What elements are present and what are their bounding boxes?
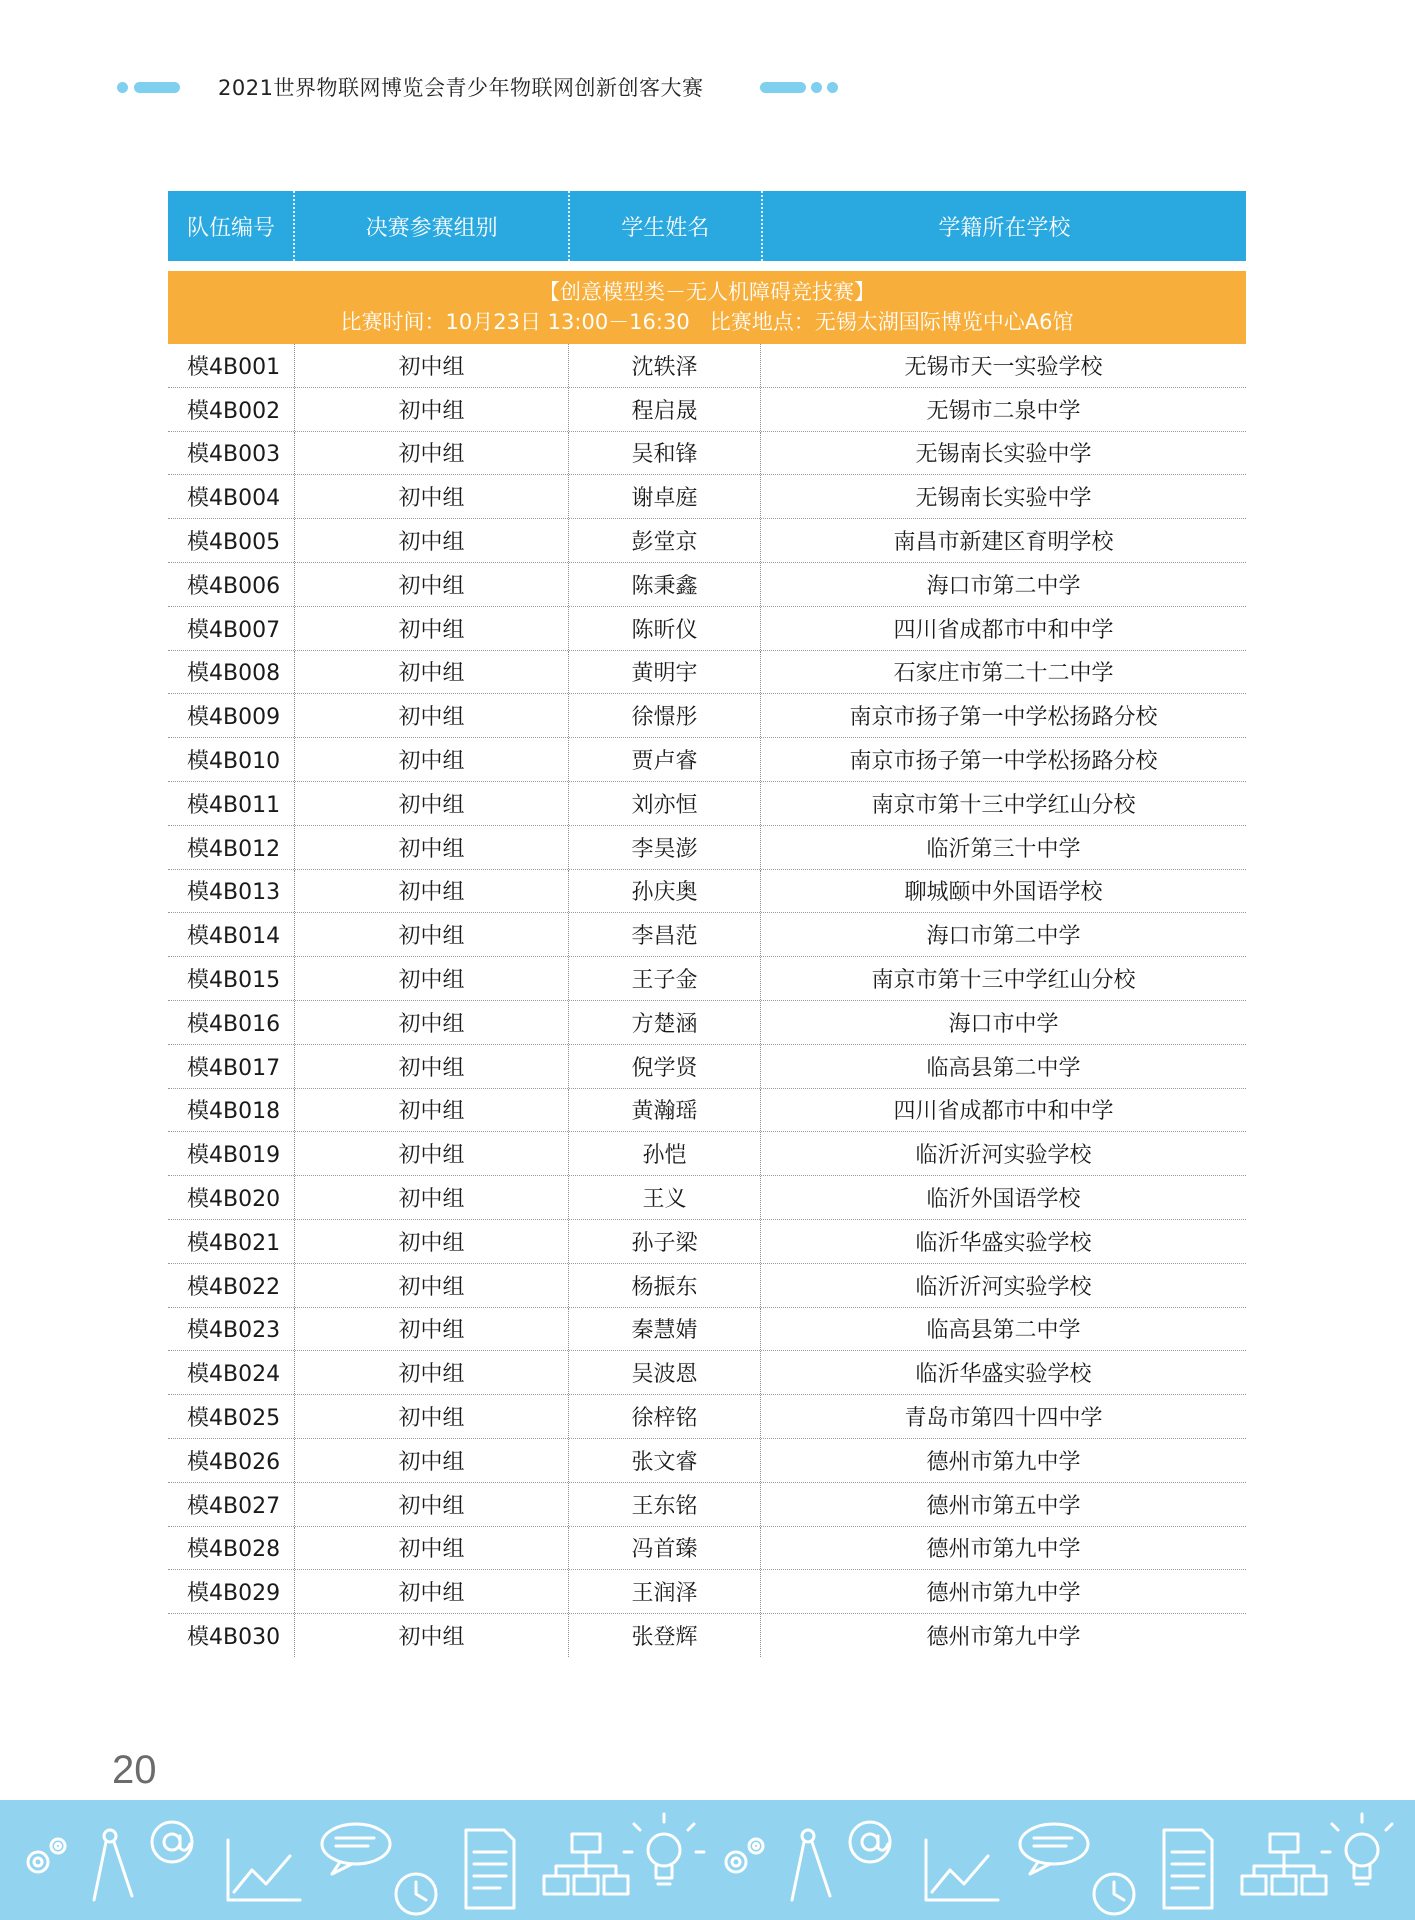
flowchart-icon [1242,1834,1326,1894]
section-title: 【创意模型类－无人机障碍竞技赛】 [539,280,875,304]
cell-student-name: 黄明宇 [568,651,760,694]
cell-school: 德州市第九中学 [760,1570,1246,1613]
cell-team-id: 模4B014 [187,924,281,950]
cell-student-name: 王东铭 [568,1483,760,1526]
cell-school: 德州市第九中学 [760,1527,1246,1570]
table-row [168,913,1246,957]
table-row [168,519,1246,563]
cell-team-id: 模4B012 [187,836,281,862]
cell-team-id: 模4B017 [187,1055,281,1081]
speech-bubble-icon [1020,1824,1088,1874]
table-row [168,1045,1246,1089]
column-header-team-id: 队伍编号 [187,215,276,241]
cell-school: 海口市第二中学 [760,563,1246,606]
document-icon [466,1830,514,1908]
cell-group: 初中组 [294,344,568,387]
cell-student-name: 彭堂京 [568,519,760,562]
cell-group: 初中组 [294,1308,568,1351]
section-info: 比赛时间：10月23日 13:00－16:30 比赛地点：无锡太湖国际博览中心A6馆 [340,310,1074,334]
cell-student-name: 陈昕仪 [568,607,760,650]
table-row [168,1132,1246,1176]
table-row [168,1614,1246,1657]
cell-school: 无锡市天一实验学校 [760,344,1246,387]
cell-group: 初中组 [294,1395,568,1438]
cell-student-name: 王义 [568,1176,760,1219]
line-chart-icon [228,1840,300,1900]
cell-team-id: 模4B007 [187,617,281,643]
flowchart-icon [544,1834,628,1894]
cell-student-name: 沈轶泽 [568,344,760,387]
cell-group: 初中组 [294,1264,568,1307]
lightbulb-icon [624,1814,704,1884]
compass-icon [792,1830,830,1900]
cell-school: 海口市中学 [760,1001,1246,1044]
cell-group: 初中组 [294,870,568,913]
compass-icon [94,1830,132,1900]
cell-school: 南京市第十三中学红山分校 [760,782,1246,825]
cell-school: 临高县第二中学 [760,1045,1246,1088]
header-title: 2021世界物联网博览会青少年物联网创新创客大赛 [218,76,704,100]
table-row [168,1483,1246,1527]
cell-student-name: 王子金 [568,957,760,1000]
table-row [168,826,1246,870]
cell-group: 初中组 [294,475,568,518]
cell-group: 初中组 [294,1570,568,1613]
cell-school: 临沂华盛实验学校 [760,1351,1246,1394]
cell-group: 初中组 [294,1045,568,1088]
table-row [168,1439,1246,1483]
cell-team-id: 模4B023 [187,1318,281,1344]
cell-student-name: 黄瀚瑶 [568,1089,760,1132]
table-header [168,191,1246,261]
table-row [168,1395,1246,1439]
document-icon [1164,1830,1212,1908]
cell-school: 海口市第二中学 [760,913,1246,956]
table-row [168,957,1246,1001]
table-row [168,475,1246,519]
cell-team-id: 模4B016 [187,1011,281,1037]
gears-icon [726,1839,763,1872]
table-row [168,1308,1246,1352]
cell-team-id: 模4B018 [187,1099,281,1125]
lightbulb-icon [1322,1814,1392,1884]
cell-school: 南京市扬子第一中学松扬路分校 [760,738,1246,781]
table-row [168,651,1246,695]
footer-band [0,1800,1415,1920]
cell-school: 无锡市二泉中学 [760,388,1246,431]
cell-student-name: 李昌范 [568,913,760,956]
results-table [168,191,1246,1657]
cell-team-id: 模4B013 [187,880,281,906]
cell-school: 石家庄市第二十二中学 [760,651,1246,694]
cell-group: 初中组 [294,1001,568,1044]
table-row [168,870,1246,914]
cell-student-name: 倪学贤 [568,1045,760,1088]
page-number: 20 [112,1748,157,1792]
cell-group: 初中组 [294,388,568,431]
table-row [168,1176,1246,1220]
cell-student-name: 张文睿 [568,1439,760,1482]
at-sign-icon [152,1822,192,1862]
cell-school: 临沂华盛实验学校 [760,1220,1246,1263]
speech-bubble-icon [322,1824,390,1874]
cell-student-name: 李昊澎 [568,826,760,869]
cell-student-name: 孙庆奥 [568,870,760,913]
decor-pill [760,82,806,93]
cell-student-name: 张登辉 [568,1614,760,1657]
table-row [168,432,1246,476]
cell-school: 德州市第九中学 [760,1614,1246,1657]
cell-team-id: 模4B006 [187,573,281,599]
cell-student-name: 杨振东 [568,1264,760,1307]
cell-student-name: 贾卢睿 [568,738,760,781]
cell-team-id: 模4B026 [187,1449,281,1475]
cell-student-name: 陈秉鑫 [568,563,760,606]
cell-group: 初中组 [294,1527,568,1570]
cell-student-name: 徐憬彤 [568,694,760,737]
table-row [168,1220,1246,1264]
cell-group: 初中组 [294,1483,568,1526]
table-row [168,563,1246,607]
cell-student-name: 孙子梁 [568,1220,760,1263]
cell-team-id: 模4B025 [187,1406,281,1432]
cell-group: 初中组 [294,1132,568,1175]
table-row [168,1001,1246,1045]
page-header [0,76,1415,100]
cell-school: 南京市第十三中学红山分校 [760,957,1246,1000]
cell-group: 初中组 [294,563,568,606]
cell-school: 临沂第三十中学 [760,826,1246,869]
table-row [168,782,1246,826]
cell-school: 临高县第二中学 [760,1308,1246,1351]
cell-team-id: 模4B010 [187,749,281,775]
cell-student-name: 冯首臻 [568,1527,760,1570]
cell-school: 德州市第五中学 [760,1483,1246,1526]
clock-icon [396,1874,436,1914]
cell-group: 初中组 [294,607,568,650]
table-row [168,388,1246,432]
cell-team-id: 模4B011 [187,792,281,818]
cell-team-id: 模4B029 [187,1581,281,1607]
cell-student-name: 徐梓铭 [568,1395,760,1438]
cell-school: 临沂沂河实验学校 [760,1132,1246,1175]
cell-school: 无锡南长实验中学 [760,432,1246,475]
cell-team-id: 模4B022 [187,1274,281,1300]
cell-team-id: 模4B015 [187,968,281,994]
table-row [168,1570,1246,1614]
cell-group: 初中组 [294,738,568,781]
cell-school: 四川省成都市中和中学 [760,607,1246,650]
cell-group: 初中组 [294,1089,568,1132]
decor-dot [811,82,822,93]
table-row [168,1089,1246,1133]
cell-school: 青岛市第四十四中学 [760,1395,1246,1438]
cell-student-name: 秦慧婧 [568,1308,760,1351]
cell-team-id: 模4B020 [187,1187,281,1213]
table-row [168,738,1246,782]
cell-student-name: 刘亦恒 [568,782,760,825]
cell-team-id: 模4B009 [187,705,281,731]
cell-team-id: 模4B003 [187,442,281,468]
decor-dot [117,82,128,93]
cell-team-id: 模4B001 [187,354,281,380]
table-row [168,1351,1246,1395]
cell-school: 临沂沂河实验学校 [760,1264,1246,1307]
cell-team-id: 模4B019 [187,1143,281,1169]
cell-group: 初中组 [294,519,568,562]
column-header-school: 学籍所在学校 [761,191,1246,261]
cell-school: 德州市第九中学 [760,1439,1246,1482]
cell-team-id: 模4B028 [187,1537,281,1563]
at-sign-icon [850,1822,890,1862]
decor-pill [134,82,180,93]
section-banner [168,271,1246,344]
cell-school: 临沂外国语学校 [760,1176,1246,1219]
cell-group: 初中组 [294,1439,568,1482]
table-row [168,694,1246,738]
cell-school: 聊城颐中外国语学校 [760,870,1246,913]
cell-team-id: 模4B002 [187,398,281,424]
cell-group: 初中组 [294,1220,568,1263]
table-row [168,607,1246,651]
cell-group: 初中组 [294,826,568,869]
clock-icon [1094,1874,1134,1914]
table-body [168,344,1246,1657]
cell-student-name: 吴和锋 [568,432,760,475]
cell-student-name: 方楚涵 [568,1001,760,1044]
cell-team-id: 模4B004 [187,486,281,512]
cell-team-id: 模4B005 [187,530,281,556]
cell-team-id: 模4B027 [187,1493,281,1519]
cell-student-name: 孙恺 [568,1132,760,1175]
decor-dot [827,82,838,93]
line-chart-icon [926,1840,998,1900]
cell-group: 初中组 [294,1614,568,1657]
table-row [168,1264,1246,1308]
cell-group: 初中组 [294,432,568,475]
cell-group: 初中组 [294,913,568,956]
table-row [168,1527,1246,1571]
cell-group: 初中组 [294,957,568,1000]
cell-group: 初中组 [294,782,568,825]
cell-student-name: 程启晟 [568,388,760,431]
cell-student-name: 王润泽 [568,1570,760,1613]
cell-student-name: 谢卓庭 [568,475,760,518]
table-row [168,344,1246,388]
column-header-student-name: 学生姓名 [568,191,761,261]
cell-group: 初中组 [294,651,568,694]
cell-school: 南京市扬子第一中学松扬路分校 [760,694,1246,737]
cell-school: 无锡南长实验中学 [760,475,1246,518]
cell-group: 初中组 [294,694,568,737]
cell-student-name: 吴波恩 [568,1351,760,1394]
cell-group: 初中组 [294,1351,568,1394]
cell-school: 四川省成都市中和中学 [760,1089,1246,1132]
cell-team-id: 模4B008 [187,661,281,687]
cell-school: 南昌市新建区育明学校 [760,519,1246,562]
gears-icon [28,1839,65,1872]
cell-team-id: 模4B021 [187,1230,281,1256]
cell-group: 初中组 [294,1176,568,1219]
cell-team-id: 模4B030 [187,1625,281,1650]
cell-team-id: 模4B024 [187,1362,281,1388]
column-header-group: 决赛参赛组别 [293,191,567,261]
